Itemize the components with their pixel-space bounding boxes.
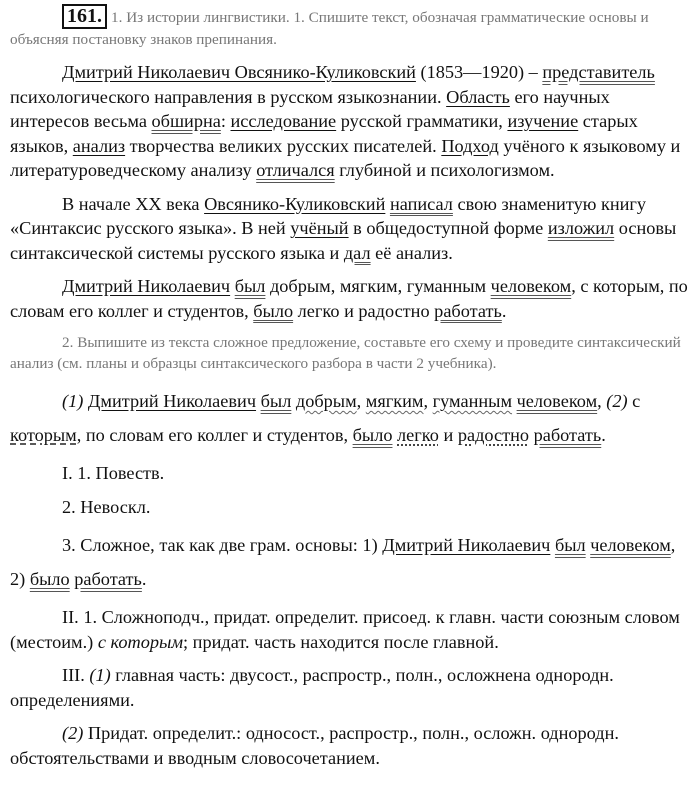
- predicate-segment: человеком: [516, 391, 598, 411]
- analysis-line: [10, 384, 690, 452]
- text-segment: её анализ.: [370, 242, 453, 263]
- subject-segment: исследование: [230, 111, 337, 131]
- task-1: [10, 4, 690, 50]
- predicate-segment: человеком: [590, 535, 671, 555]
- analysis-line: [10, 663, 690, 712]
- subject-segment: Дмитрий Николаевич: [382, 535, 551, 555]
- analysis-line: [10, 461, 690, 486]
- text-segment: учёного к языковому и литературоведческому анализу: [10, 135, 681, 180]
- text-segment: II. 1. Сложноподч., придат. определит. присоед. к главн. части союзным словом (местоим.): [10, 607, 680, 652]
- italic-mark-segment: (2): [606, 391, 628, 411]
- text-segment: основы синтаксической системы русского языка и: [10, 218, 677, 263]
- paragraph: [10, 274, 690, 323]
- predicate-segment: отличался: [256, 160, 335, 180]
- text-segment: , с которым, по словам его коллег и студентов,: [10, 276, 688, 321]
- paragraph: [10, 192, 690, 266]
- text-segment: ,: [423, 391, 433, 411]
- text-segment: В начале XX века: [62, 193, 205, 214]
- italic-mark-segment: (2): [62, 723, 84, 743]
- text-segment: старых языков,: [10, 111, 638, 156]
- text-segment: , 2): [10, 535, 676, 589]
- text-segment: ,: [597, 391, 607, 411]
- subject-segment: анализ: [72, 135, 126, 156]
- text-segment: творчества великих русских писателей.: [125, 135, 442, 156]
- text-segment: Придат. определит.: односост., распростр., полн., осложн. однородн. обстоятельствами и вводным словосочетанием.: [10, 723, 619, 768]
- predicate-segment: работать: [434, 300, 502, 321]
- predicate-segment: работать: [533, 425, 602, 445]
- text-segment: психологического направления в русском языкознании.: [10, 86, 447, 107]
- text-segment: 2. Невоскл.: [62, 496, 151, 517]
- object-segment: которым: [10, 425, 77, 445]
- predicate-segment: был: [260, 391, 292, 411]
- text-segment: его научных интересов весьма: [10, 86, 610, 131]
- text-segment: .: [141, 569, 147, 589]
- subject-segment: Подход: [441, 135, 499, 156]
- text-segment: с: [627, 391, 641, 411]
- predicate-segment: было: [29, 569, 70, 589]
- attribute-segment: добрым: [295, 391, 357, 411]
- source-text: [10, 60, 690, 323]
- adverbial-segment: легко: [397, 425, 439, 445]
- text-segment: I. 1. Повеств.: [62, 463, 165, 483]
- predicate-segment: работать: [74, 569, 142, 589]
- text-segment: ; придат. часть находится после главной.: [183, 631, 499, 652]
- text-segment: ,: [356, 391, 366, 411]
- italic-mark-segment: с которым: [97, 631, 184, 652]
- text-segment: (1853—1920) –: [415, 62, 543, 82]
- text-segment: главная часть: двусост., распростр., полн., осложнена однородн. определениями.: [10, 665, 614, 710]
- text-segment: глубиной и психологизмом.: [334, 160, 555, 180]
- predicate-segment: был: [234, 276, 266, 296]
- subject-segment: учёный: [290, 218, 349, 238]
- predicate-segment: обширна: [151, 111, 221, 131]
- subject-segment: Область: [446, 86, 510, 107]
- subject-segment: Овсянико-Куликовский: [204, 193, 386, 214]
- analysis-line: [10, 528, 690, 596]
- analysis-line: [10, 495, 690, 520]
- text-segment: легко и радостно: [293, 300, 435, 321]
- syntactic-analysis: [10, 384, 690, 770]
- attribute-segment: гуманным: [432, 391, 513, 411]
- text-segment: 3. Сложное, так как две грам. основы: 1): [62, 535, 383, 555]
- predicate-segment: было: [253, 300, 294, 321]
- subject-segment: Дмитрий Николаевич: [62, 276, 231, 296]
- text-segment: добрым, мягким, гуманным: [265, 276, 491, 296]
- paragraph: [10, 60, 690, 183]
- analysis-line: [10, 721, 690, 770]
- text-segment: , по словам его коллег и студентов,: [76, 425, 353, 445]
- predicate-segment: человеком: [490, 276, 572, 296]
- task-2: 2. Выпишите из текста сложное предложение, составьте его схему и проведите синтаксический анализ (см. планы и образцы синтаксического разбора в части 2 учебника).: [10, 334, 681, 372]
- text-segment: и: [438, 425, 458, 445]
- attribute-segment: мягким: [365, 391, 424, 411]
- task-1-text: 1. Из истории лингвистики. 1. Спишите текст, обозначая грамматические основы и объясняя постановку знаков препинания.: [10, 9, 649, 48]
- italic-mark-segment: (1): [62, 391, 84, 411]
- text-segment: .: [601, 425, 606, 445]
- exercise-number: 161.: [62, 4, 107, 29]
- text-segment: русской грамматики,: [336, 111, 508, 131]
- subject-segment: Дмитрий Николаевич Овсянико-Куликовский: [62, 62, 416, 82]
- italic-mark-segment: (1): [89, 665, 111, 685]
- predicate-segment: был: [554, 535, 586, 555]
- subject-segment: изучение: [507, 111, 579, 131]
- predicate-segment: написал: [389, 193, 453, 214]
- text-segment: .: [501, 300, 507, 321]
- predicate-segment: дал: [343, 242, 371, 263]
- predicate-segment: было: [352, 425, 393, 445]
- text-segment: III.: [62, 665, 90, 685]
- text-segment: :: [220, 111, 231, 131]
- subject-segment: Дмитрий Николаевич: [87, 391, 257, 411]
- text-segment: в общедоступной форме: [348, 218, 548, 238]
- text-segment: свою знаменитую книгу «Синтаксис русского языка». В ней: [10, 193, 647, 238]
- analysis-line: [10, 605, 690, 654]
- adverbial-segment: радостно: [457, 425, 530, 445]
- predicate-segment: представитель: [542, 62, 655, 82]
- predicate-segment: изложил: [547, 218, 615, 238]
